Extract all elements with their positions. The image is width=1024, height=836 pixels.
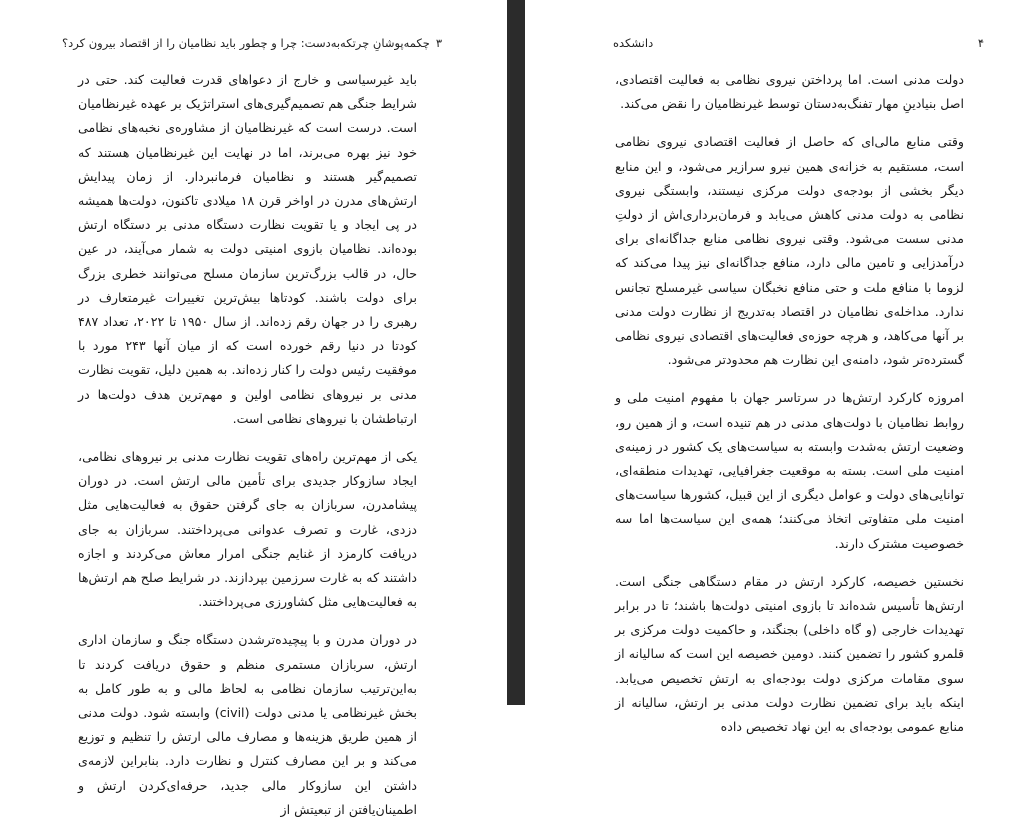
paragraph: وقتی منابع مالی‌ای که حاصل از فعالیت اقتصادی نیروی نظامی است، مستقیم به خزانه‌ی همین نیرو سرازیر می‌شود، و این منابع دیگر بخشی از بودجه‌ی دولت مرکزی نیستند، وابستگی نیروی نظامی به دولت مدنی کاهش می‌یابد و فرمان‌برداری‌اش از دولتِ مدنی سست می‌شود. وقتی نیروی نظامی منابع جداگانه‌ای برای درآمدزایی و تامین مالی دارد، منافع جداگانه‌ای نیز پیدا می‌کند که لزوما با منافع ملت و حتی منافع نخبگان سیاسی غیرمسلح تجانس ندارد. مداخله‌ی نظامیان در اقتصاد به‌تدریج از نظارت دولت مدنی بر آنها می‌کاهد، و هرچه حوزه‌ی فعالیت‌های اقتصادی نیروی نظامی گسترده‌تر شود، دامنه‌ی این نظارت هم محدودتر می‌شود.	[615, 134, 964, 368]
running-title: چکمه‌پوشانِ چرتکه‌به‌دست: چرا و چطور باید نظامیان را از اقتصاد بیرون کرد؟	[62, 36, 430, 50]
paragraph: یکی از مهم‌ترین راه‌های تقویت نظارت مدنی بر نیروهای نظامی، ایجاد سازوکار جدیدی برای تأمین مالی ارتش است. در دوران پیشامدرن، سربازان به جای گرفتن حقوق به فعالیت‌هایی مثل دزدی، غارت و تصرف عدوانی می‌پرداختند. سربازان به جای دریافت کارمزد از غنایم جنگی امرار معاش می‌کردند و اجازه داشتند که به غارت سرزمین بپردازند. در شرایط صلح هم ارتش‌ها به فعالیت‌هایی مثل کشاورزی می‌پرداختند.	[78, 449, 417, 610]
paragraph: باید غیرسیاسی و خارج از دعواهای قدرت فعالیت کند. حتی در شرایط جنگی هم تصمیم‌گیری‌های استراتژیک بر عهده غیرنظامیان است. درست است که غیرنظامیان از مشاوره‌ی نخبه‌های نظامی خود نیز بهره می‌برند، اما در نهایت این غیرنظامیان هستند که تصمیم‌گیر هستند و نظامیان فرمانبردار. از زمان پیدایش ارتش‌های مدرن در اواخر قرن ۱۸ میلادی تاکنون، دولت‌ها همیشه در پی ایجاد و یا تقویت نظارت دستگاه مدنی بر دستگاه ارتش بوده‌اند. نظامیان بازوی امنیتی دولت به شمار می‌آیند، در عین حال، در قالب بزرگ‌ترین سازمان مسلح می‌توانند خطری بزرگ برای دولت باشند. کودتاها بیش‌ترین تغییرات غیرمتعارف در رهبری را در جهان رقم زده‌اند. از سال ۱۹۵۰ تا ۲۰۲۲، تعداد ۴۸۷ کودتا در دنیا رقم خورده است که از میان آنها ۲۴۳ مورد با موفقیت رئیس دولت را کنار زده‌اند. به همین دلیل، تقویت نظارت مدنی بر نیروهای نظامی اولین و مهم‌ترین هدف دولت‌ها در ارتباطشان با نیروهای نظامی است.	[78, 72, 417, 426]
page-body	[78, 68, 417, 836]
paragraph: در دوران مدرن و با پیچیده‌ترشدن دستگاه جنگ و سازمان اداری ارتش، سربازان مستمری منظم و حقوق دریافت کردند تا به‌این‌ترتیب سازمان نظامی به لحاظ مالی و به طور کامل به بخش غیرنظامی یا مدنی دولت (civil) وابسته شود. دولت مدنی از همین طریق هزینه‌ها و مصارف مالی ارتش را تنظیم و توزیع می‌کند و بر این مصارف کنترل و نظارت دارد. بنابراین لازمه‌ی داشتن این سازوکار مالی جدید، حرفه‌ای‌کردن ارتش و اطمینان‌یافتن از تبعیتش از	[78, 632, 417, 817]
running-title: دانشکده	[613, 36, 654, 50]
paragraph: دولت مدنی است. اما پرداختن نیروی نظامی به فعالیت اقتصادی، اصل بنیادینِ مهار تفنگ‌به‌دستان توسط غیرنظامیان را نقض می‌کند.	[615, 72, 964, 112]
paragraph: نخستین خصیصه، کارکرد ارتش در مقام دستگاهی جنگی است. ارتش‌ها تأسیس شده‌اند تا بازوی امنیتی دولت‌ها باشند؛ تا در برابر تهدیدات خارجی (و گاه داخلی) بجنگند، و حاکمیت دولت مرکزی بر قلمرو کشور را تضمین کنند. دومین خصیصه این است که سالیانه از سوی مقامات مرکزی دولت بودجه‌ای به ارتش تخصیص می‌یابد. اینکه باید برای تضمین نظارت دولت مدنی بر ارتش، سالیانه از منابع عمومی بودجه‌ای به این نهاد تخصیص داده	[615, 573, 964, 735]
page-header	[62, 36, 442, 50]
right-page	[525, 0, 1024, 735]
left-page	[0, 0, 507, 817]
paragraph: امروزه کارکرد ارتش‌ها در سرتاسر جهان با مفهوم امنیت ملی و روابط نظامیان با دولت‌های مدنی در هم تنیده است، و از همین رو، وضعیت ارتش به‌شدت وابسته به سیاست‌های یک کشور در زمینه‌ی امنیت ملی است. بسته به موقعیت جغرافیایی، تهدیدات منطقه‌ای، توانایی‌های دولت و عوامل دیگری از این قبیل، کشورها سیاست‌های امنیت ملی متفاوتی اتخاذ می‌کنند؛ همه‌ی این سیاست‌ها اما سه خصوصیت مشترک دارند.	[615, 390, 964, 551]
page-number: ۳	[435, 36, 442, 50]
page-number: ۴	[977, 36, 984, 50]
page-gutter	[507, 0, 525, 705]
page-body	[615, 68, 964, 753]
page-header	[613, 36, 984, 50]
